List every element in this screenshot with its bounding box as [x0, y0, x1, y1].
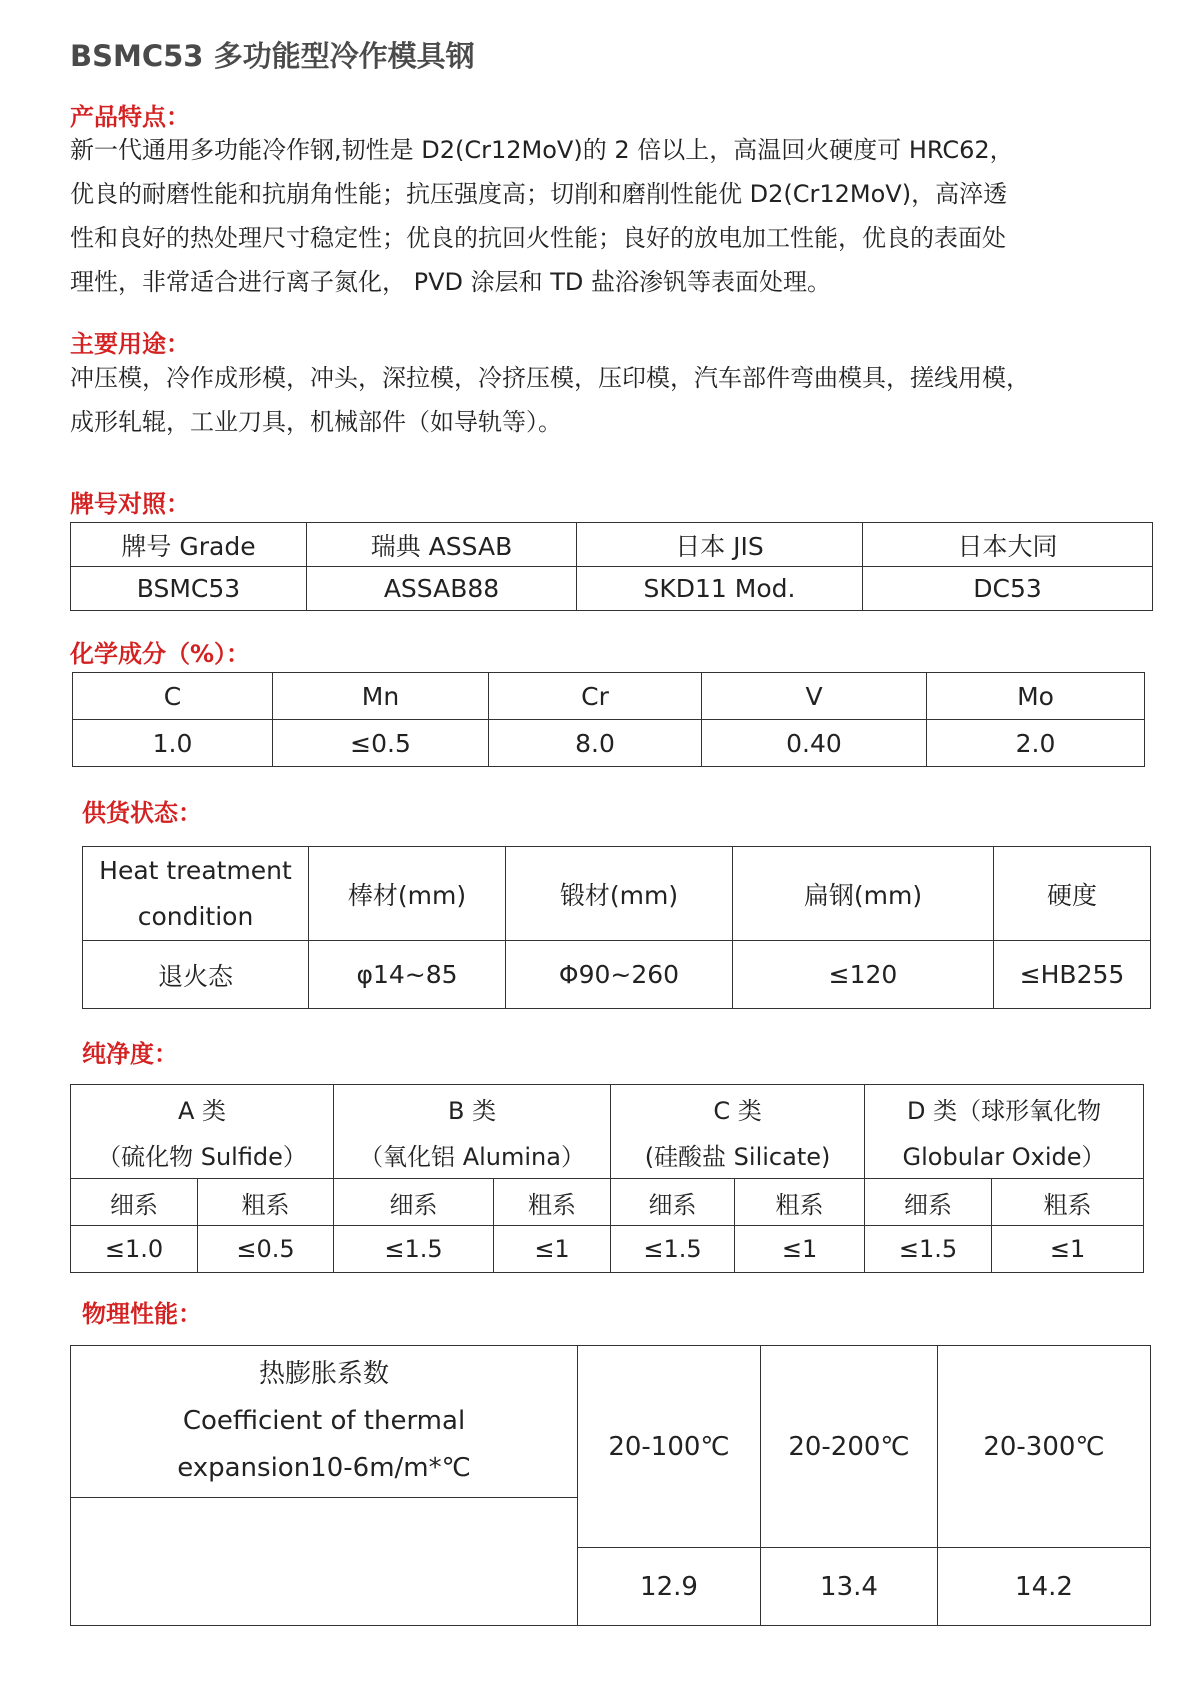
supply-header-row: [83, 847, 1151, 941]
physical-table: [70, 1345, 1151, 1626]
physical-label-row: [71, 1346, 1151, 1498]
supply-header-cell: Heat treatment condition: [83, 847, 309, 941]
features-line: 理性，非常适合进行离子氮化， PVD 涂层和 TD 盐浴渗钒等表面处理。: [70, 268, 832, 296]
chemistry-value-cell: ≤0.5: [273, 720, 489, 767]
purity-coarse-value: ≤1: [992, 1226, 1144, 1273]
grades-header-cell: 日本 JIS: [577, 523, 863, 567]
grades-table: [70, 522, 1153, 611]
grades-value-cell: DC53: [863, 567, 1153, 611]
chemistry-value-row: [73, 720, 1145, 767]
supply-header-cell: 硬度: [994, 847, 1151, 941]
grades-header-cell: 瑞典 ASSAB: [307, 523, 577, 567]
supply-table: [82, 846, 1151, 1009]
purity-series-row: [71, 1179, 1144, 1226]
empty-cell: [71, 1498, 578, 1626]
features-line: 性和良好的热处理尺寸稳定性；优良的抗回火性能；良好的放电加工性能，优良的表面处: [70, 224, 1006, 252]
supply-value-cell: ≤HB255: [994, 941, 1151, 1009]
chemistry-table: [72, 672, 1145, 767]
temp-range-cell: 20-100℃: [578, 1346, 761, 1548]
chemistry-header-cell: Mo: [927, 673, 1145, 720]
temp-range-cell: 20-300℃: [938, 1346, 1151, 1548]
thermal-label-line: 热膨胀系数: [258, 1359, 389, 1389]
purity-type-row: [71, 1132, 1144, 1179]
features-heading: 产品特点：: [70, 103, 190, 131]
purity-fine-value: ≤1.5: [334, 1226, 494, 1273]
purity-table: [70, 1084, 1144, 1273]
chemistry-header-cell: Mn: [273, 673, 489, 720]
grades-value-cell: ASSAB88: [307, 567, 577, 611]
supply-header-cell: 锻材(mm): [506, 847, 733, 941]
chemistry-header-row: [73, 673, 1145, 720]
supply-value-cell: φ14~85: [309, 941, 506, 1009]
purity-coarse-label: 粗系: [198, 1179, 334, 1226]
chemistry-header-cell: V: [702, 673, 927, 720]
chemistry-header-cell: C: [73, 673, 273, 720]
grades-header-cell: 牌号 Grade: [71, 523, 307, 567]
chemistry-header-cell: Cr: [489, 673, 702, 720]
purity-fine-label: 细系: [71, 1179, 198, 1226]
purity-type-cell: Globular Oxide）: [865, 1132, 1144, 1179]
purity-coarse-value: ≤0.5: [198, 1226, 334, 1273]
purity-fine-value: ≤1.5: [611, 1226, 735, 1273]
expansion-value-cell: 12.9: [578, 1548, 761, 1626]
grades-header-row: [71, 523, 1153, 567]
uses-line: 成形轧辊，工业刀具，机械部件（如导轨等）。: [70, 408, 562, 436]
chemistry-value-cell: 1.0: [73, 720, 273, 767]
purity-class-cell: B 类: [334, 1085, 611, 1132]
purity-type-cell: (硅酸盐 Silicate): [611, 1132, 865, 1179]
supply-heading: 供货状态：: [82, 799, 202, 827]
purity-type-cell: （硫化物 Sulfide）: [71, 1132, 334, 1179]
uses-text: [70, 356, 1150, 444]
purity-fine-label: 细系: [611, 1179, 735, 1226]
thermal-label-line: expansion10-6m/m*℃: [177, 1453, 471, 1483]
supply-header-cell: 扁钢(mm): [733, 847, 994, 941]
purity-coarse-value: ≤1: [494, 1226, 611, 1273]
grades-value-row: [71, 567, 1153, 611]
purity-coarse-label: 粗系: [494, 1179, 611, 1226]
purity-coarse-label: 粗系: [735, 1179, 865, 1226]
grades-header-cell: 日本大同: [863, 523, 1153, 567]
chemistry-value-cell: 8.0: [489, 720, 702, 767]
expansion-value-cell: 13.4: [761, 1548, 938, 1626]
purity-class-row: [71, 1085, 1144, 1132]
physical-heading: 物理性能：: [82, 1300, 202, 1328]
temp-range-cell: 20-200℃: [761, 1346, 938, 1548]
grades-value-cell: SKD11 Mod.: [577, 567, 863, 611]
uses-heading: 主要用途：: [70, 330, 190, 358]
supply-header-cell: 棒材(mm): [309, 847, 506, 941]
thermal-label-line: Coefficient of thermal: [182, 1406, 466, 1436]
expansion-value-cell: 14.2: [938, 1548, 1151, 1626]
purity-fine-label: 细系: [334, 1179, 494, 1226]
grades-value-cell: BSMC53: [71, 567, 307, 611]
supply-value-cell: Φ90~260: [506, 941, 733, 1009]
supply-value-row: [83, 941, 1151, 1009]
purity-class-cell: C 类: [611, 1085, 865, 1132]
grades-heading: 牌号对照：: [70, 490, 190, 518]
purity-type-cell: （氧化铝 Alumina）: [334, 1132, 611, 1179]
features-line: 新一代通用多功能冷作钢,韧性是 D2(Cr12MoV)的 2 倍以上，高温回火硬度可 HRC62，: [70, 136, 1014, 164]
uses-line: 冲压模，冷作成形模，冲头，深拉模，冷挤压模，压印模，汽车部件弯曲模具，搓线用模，: [70, 364, 1030, 392]
chemistry-heading: 化学成分（%）：: [70, 640, 251, 668]
purity-fine-label: 细系: [865, 1179, 992, 1226]
thermal-expansion-label: [71, 1346, 578, 1498]
features-text: [70, 128, 1150, 304]
features-line: 优良的耐磨性能和抗崩角性能；抗压强度高；切削和磨削性能优 D2(Cr12MoV)，高淬透: [70, 180, 1008, 208]
purity-fine-value: ≤1.0: [71, 1226, 198, 1273]
chemistry-value-cell: 2.0: [927, 720, 1145, 767]
purity-class-cell: A 类: [71, 1085, 334, 1132]
purity-class-cell: D 类（球形氧化物: [865, 1085, 1144, 1132]
chemistry-value-cell: 0.40: [702, 720, 927, 767]
purity-coarse-label: 粗系: [992, 1179, 1144, 1226]
purity-fine-value: ≤1.5: [865, 1226, 992, 1273]
purity-heading: 纯净度：: [82, 1040, 178, 1068]
page-title: BSMC53 多功能型冷作模具钢: [70, 39, 475, 73]
purity-value-row: [71, 1226, 1144, 1273]
supply-value-cell: ≤120: [733, 941, 994, 1009]
supply-value-cell: 退火态: [83, 941, 309, 1009]
purity-coarse-value: ≤1: [735, 1226, 865, 1273]
